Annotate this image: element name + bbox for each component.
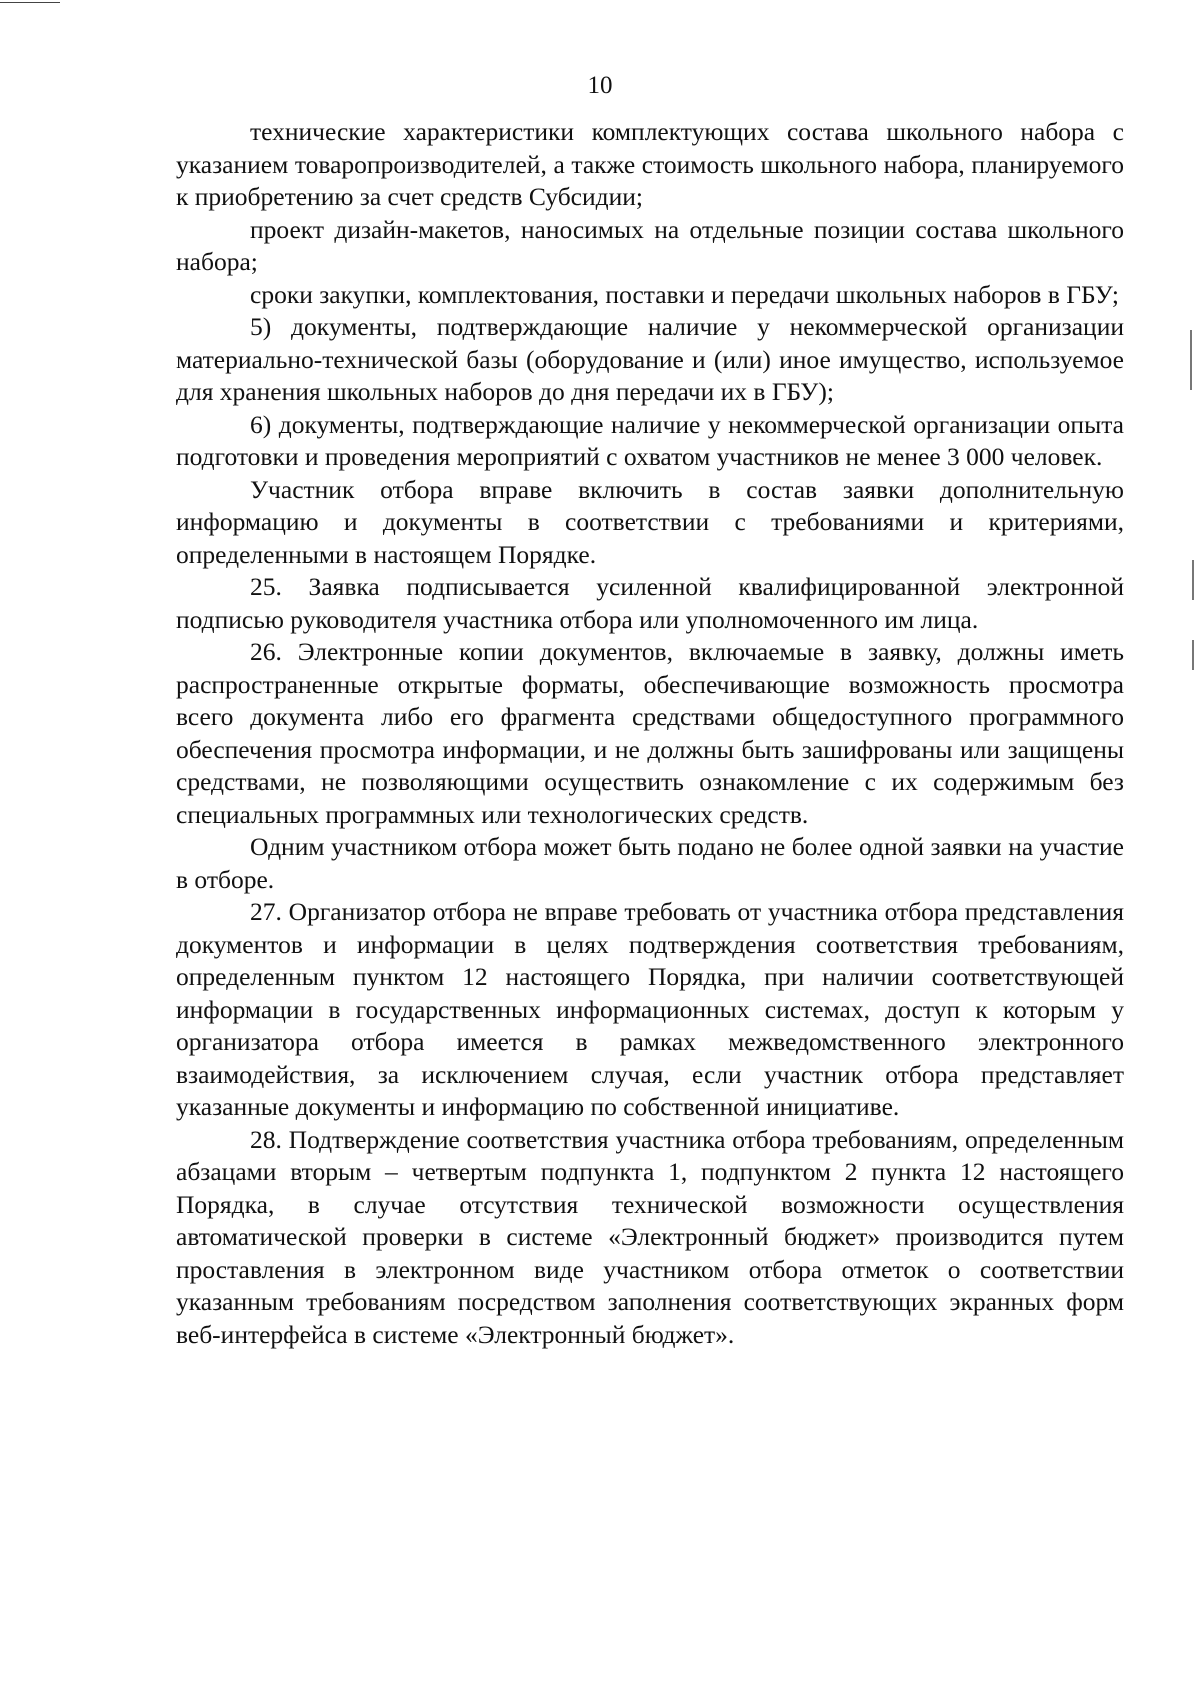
paragraph: 5) документы, подтверждающие наличие у некоммерческой организации материально-технической базы (оборудование и (или) иное имущество, используемое для хранения школьных наборов до дня передачи их в ГБУ); xyxy=(176,312,1124,406)
paragraph: 6) документы, подтверждающие наличие у некоммерческой организации опыта подготовки и проведения мероприятий с охватом участников не менее 3 000 человек. xyxy=(176,409,1124,471)
scan-edge-mark xyxy=(1190,330,1192,390)
scan-edge-mark xyxy=(1192,640,1194,670)
scan-edge-mark xyxy=(1192,560,1194,600)
document-body xyxy=(176,116,1124,1351)
paragraph: 27. Организатор отбора не вправе требовать от участника отбора представления документов и информации в целях подтверждения соответствия требованиям, определенным пунктом 12 настоящего Порядка, при наличии соответствующей информации в государственных информационных системах, доступ к которым у организатора отбора имеется в рамках межведомственного электронного взаимодействия, за исключением случая, если участник отбора представляет указанные документы и информацию по собственной инициативе. xyxy=(176,897,1124,1121)
paragraph: сроки закупки, комплектования, поставки и передачи школьных наборов в ГБУ; xyxy=(250,279,1119,309)
paragraph: Участник отбора вправе включить в состав заявки дополнительную информацию и документы в соответствии с требованиями и критериями, определенными в настоящем Порядке. xyxy=(176,474,1124,569)
paragraph: Одним участником отбора может быть подано не более одной заявки на участие в отборе. xyxy=(176,832,1124,894)
page-number: 10 xyxy=(587,72,613,99)
scan-edge-line xyxy=(0,2,60,3)
paragraph: 26. Электронные копии документов, включаемые в заявку, должны иметь распространенные открытые форматы, обеспечивающие возможность просмотра всего документа либо его фрагмента средствами общедоступного программного обеспечения просмотра информации, и не должны быть зашифрованы или защищены средствами, не позволяющими осуществить ознакомление с их содержимым без специальных программных или технологических средств. xyxy=(176,637,1124,829)
paragraph: технические характеристики комплектующих состава школьного набора с указанием товаропроизводителей, а также стоимость школьного набора, планируемого к приобретению за счет средств Субсидии; xyxy=(176,117,1124,211)
paragraph: 28. Подтверждение соответствия участника отбора требованиям, определенным абзацами вторым – четвертым подпункта 1, подпунктом 2 пункта 12 настоящего Порядка, в случае отсутствия технической возможности осуществления автоматической проверки в системе «Электронный бюджет» производится путем проставления в электронном виде участником отбора отметок о соответствии указанным требованиям посредством заполнения соответствующих экранных форм веб-интерфейса в системе «Электронный бюджет». xyxy=(176,1124,1124,1349)
paragraph: проект дизайн-макетов, наносимых на отдельные позиции состава школьного набора; xyxy=(176,214,1124,276)
paragraph: 25. Заявка подписывается усиленной квалифицированной электронной подписью руководителя участника отбора или уполномоченного им лица. xyxy=(176,572,1124,634)
